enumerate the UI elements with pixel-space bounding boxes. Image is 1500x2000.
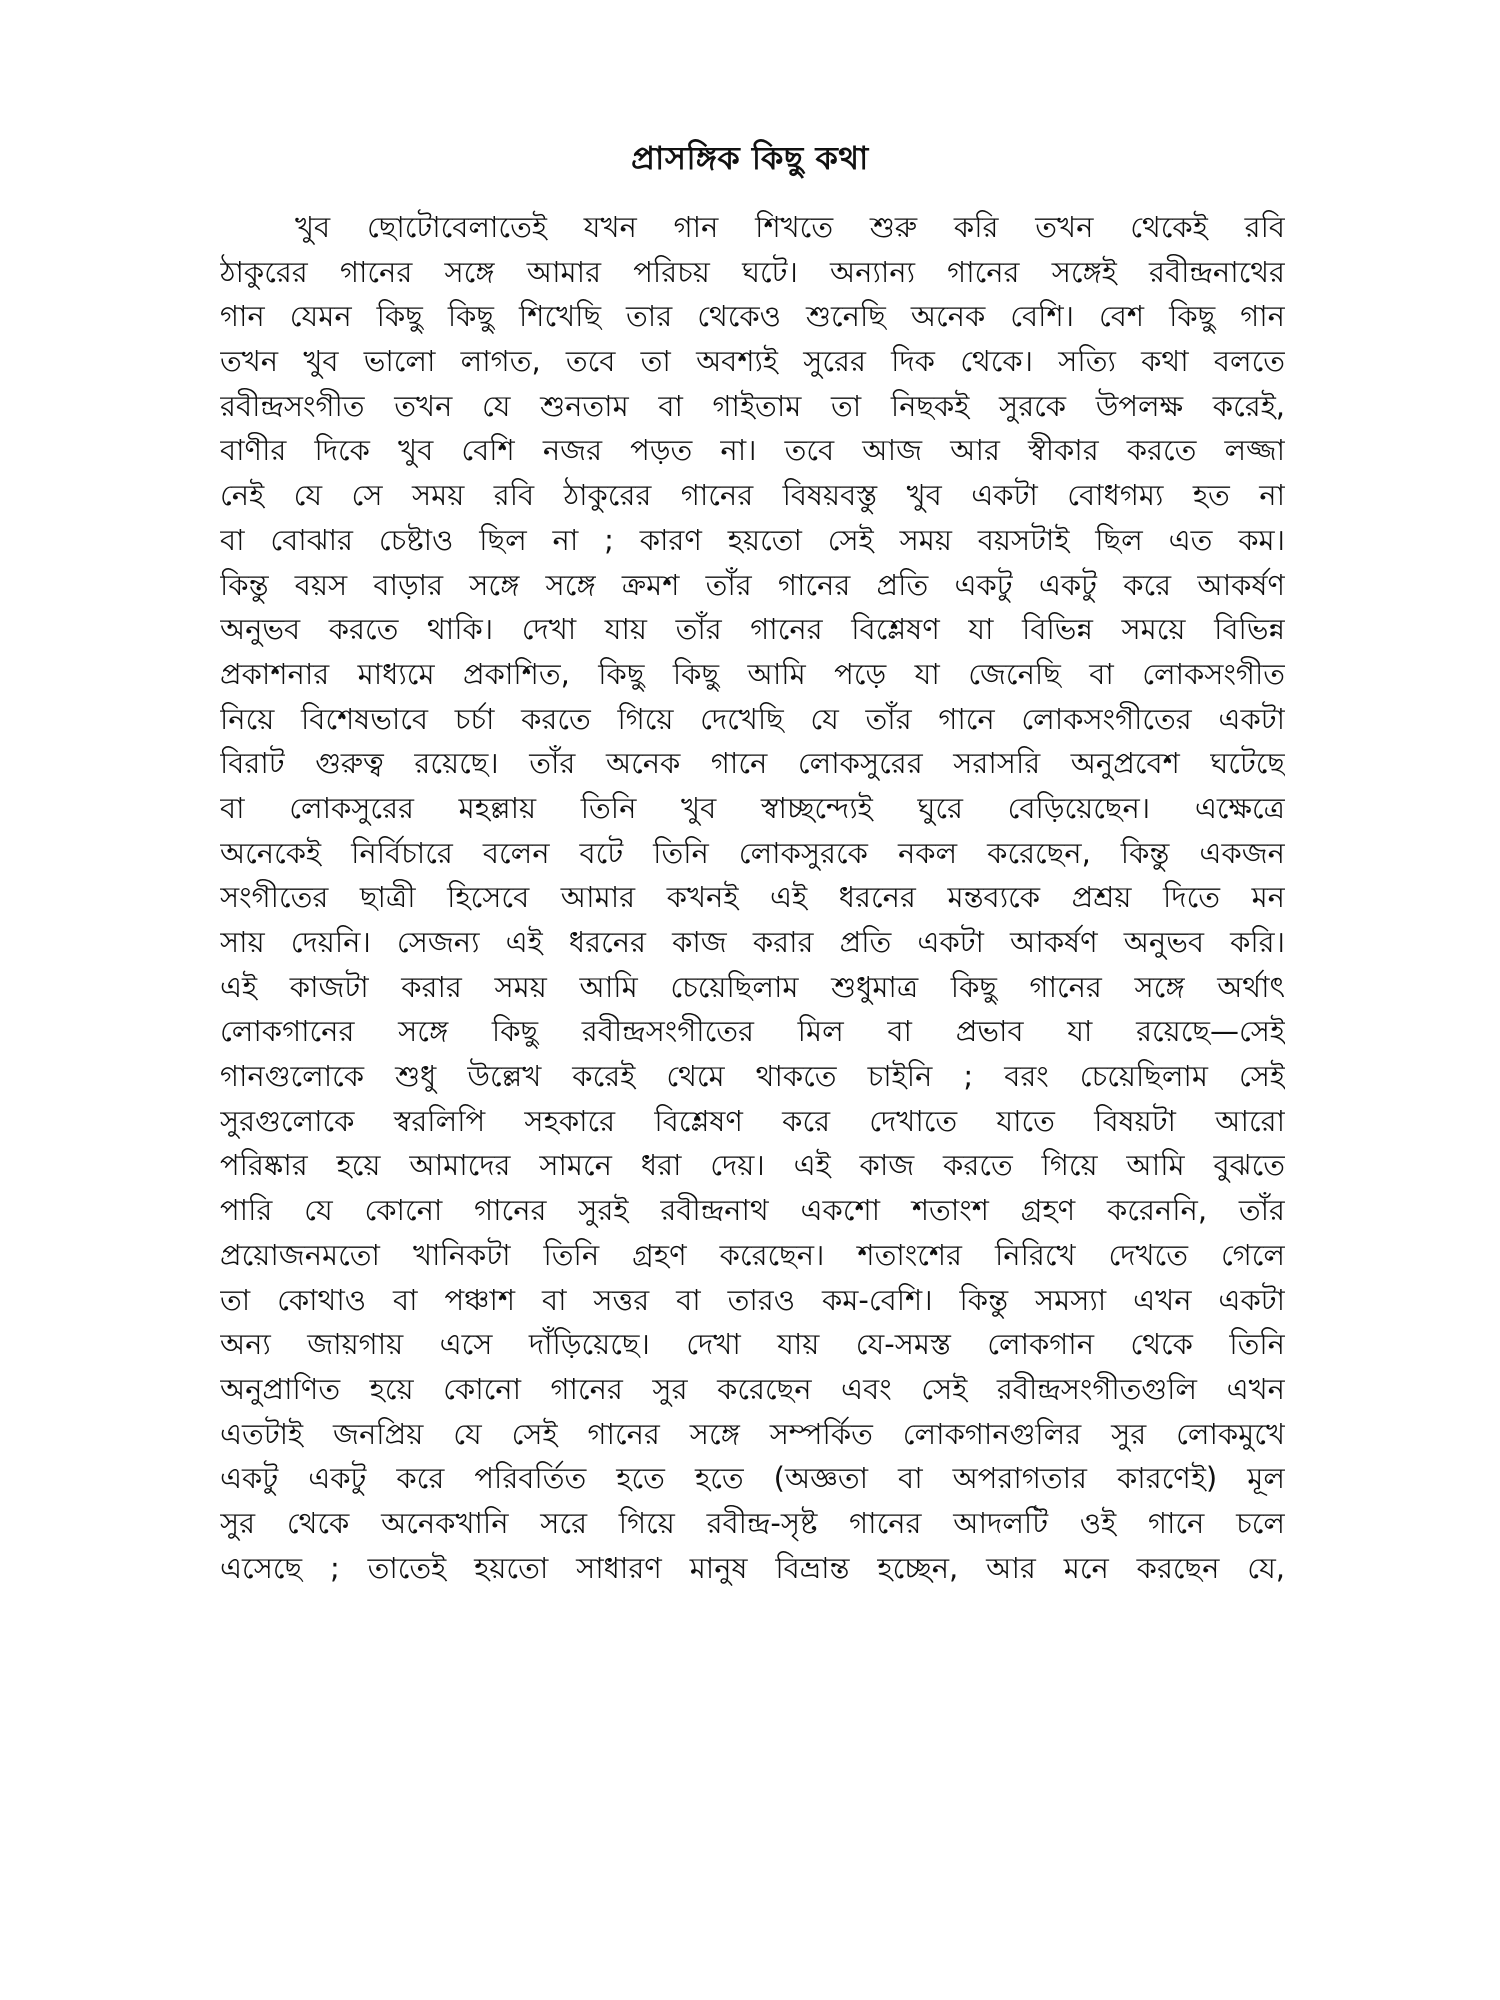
text-line: প্রকাশনার মাধ্যমে প্রকাশিত, কিছু কিছু আমি পড়ে যা জেনেছি বা লোকসংগীত <box>220 656 1285 691</box>
page-title: প্রাসঙ্গিক কিছু কথা <box>631 139 869 177</box>
text-line: তা কোথাও বা পঞ্চাশ বা সত্তর বা তারও কম-বেশি। কিন্তু সমস্যা এখন একটা <box>220 1282 1285 1317</box>
text-line: কিন্তু বয়স বাড়ার সঙ্গে সঙ্গে ক্রমশ তাঁর গানের প্রতি একটু একটু করে আকর্ষণ <box>220 567 1285 602</box>
text-line: গান যেমন কিছু কিছু শিখেছি তার থেকেও শুনেছি অনেক বেশি। বেশ কিছু গান <box>220 299 1285 334</box>
text-line: খুব ছোটোবেলাতেই যখন গান শিখতে শুরু করি তখন থেকেই রবি <box>295 210 1285 244</box>
text-line: অনুভব করতে থাকি। দেখা যায় তাঁর গানের বিশ্লেষণ যা বিভিন্ন সময়ে বিভিন্ন <box>220 612 1285 647</box>
text-line: সুর থেকে অনেকখানি সরে গিয়ে রবীন্দ্র-সৃষ্ট গানের আদলটি ওই গানে চলে <box>220 1505 1285 1540</box>
text-line: পরিষ্কার হয়ে আমাদের সামনে ধরা দেয়। এই কাজ করতে গিয়ে আমি বুঝতে <box>220 1148 1285 1183</box>
text-line: এতটাই জনপ্রিয় যে সেই গানের সঙ্গে সম্পর্কিত লোকগানগুলির সুর লোকমুখে <box>220 1416 1285 1451</box>
text-line: অন্য জায়গায় এসে দাঁড়িয়েছে। দেখা যায় যে-সমস্ত লোকগান থেকে তিনি <box>220 1327 1285 1362</box>
text-line: পারি যে কোনো গানের সুরই রবীন্দ্রনাথ একশো শতাংশ গ্রহণ করেননি, তাঁর <box>220 1193 1285 1228</box>
body-paragraph <box>220 205 1285 1590</box>
text-line: নিয়ে বিশেষভাবে চর্চা করতে গিয়ে দেখেছি যে তাঁর গানে লোকসংগীতের একটা <box>220 701 1285 736</box>
text-line: সুরগুলোকে স্বরলিপি সহকারে বিশ্লেষণ করে দেখাতে যাতে বিষয়টা আরো <box>220 1103 1285 1138</box>
text-line: এই কাজটা করার সময় আমি চেয়েছিলাম শুধুমাত্র কিছু গানের সঙ্গে অর্থাৎ <box>220 969 1285 1004</box>
text-line: অনেকেই নির্বিচারে বলেন বটে তিনি লোকসুরকে নকল করেছেন, কিন্তু একজন <box>220 835 1285 870</box>
text-line: বা লোকসুরের মহল্লায় তিনি খুব স্বাচ্ছন্দ্যেই ঘুরে বেড়িয়েছেন। এক্ষেত্রে <box>220 790 1285 825</box>
text-line: রবীন্দ্রসংগীত তখন যে শুনতাম বা গাইতাম তা নিছকই সুরকে উপলক্ষ করেই, <box>220 388 1285 423</box>
text-line: তখন খুব ভালো লাগত, তবে তা অবশ্যই সুরের দিক থেকে। সত্যি কথা বলতে <box>220 344 1285 379</box>
text-line: একটু একটু করে পরিবর্তিত হতে হতে (অজ্ঞতা বা অপরাগতার কারণেই) মূল <box>220 1461 1285 1496</box>
text-line: সায় দেয়নি। সেজন্য এই ধরনের কাজ করার প্রতি একটা আকর্ষণ অনুভব করি। <box>220 925 1285 959</box>
text-line: বিরাট গুরুত্ব রয়েছে। তাঁর অনেক গানে লোকসুরের সরাসরি অনুপ্রবেশ ঘটেছে <box>220 746 1285 781</box>
text-line: সংগীতের ছাত্রী হিসেবে আমার কখনই এই ধরনের মন্তব্যকে প্রশ্রয় দিতে মন <box>220 880 1285 915</box>
text-line: নেই যে সে সময় রবি ঠাকুরের গানের বিষয়বস্তু খুব একটা বোধগম্য হত না <box>220 478 1285 513</box>
text-line: ঠাকুরের গানের সঙ্গে আমার পরিচয় ঘটে। অন্যান্য গানের সঙ্গেই রবীন্দ্রনাথের <box>220 254 1285 289</box>
text-line: গানগুলোকে শুধু উল্লেখ করেই থেমে থাকতে চাইনি ; বরং চেয়েছিলাম সেই <box>220 1059 1285 1094</box>
text-line: বা বোঝার চেষ্টাও ছিল না ; কারণ হয়তো সেই সময় বয়সটাই ছিল এত কম। <box>220 522 1285 557</box>
text-line: অনুপ্রাণিত হয়ে কোনো গানের সুর করেছেন এবং সেই রবীন্দ্রসংগীতগুলি এখন <box>220 1371 1285 1406</box>
text-line: এসেছে ; তাতেই হয়তো সাধারণ মানুষ বিভ্রান্ত হচ্ছেন, আর মনে করছেন যে, <box>220 1550 1285 1585</box>
text-line: লোকগানের সঙ্গে কিছু রবীন্দ্রসংগীতের মিল বা প্রভাব যা রয়েছে—সেই <box>220 1014 1285 1049</box>
text-line: প্রয়োজনমতো খানিকটা তিনি গ্রহণ করেছেন। শতাংশের নিরিখে দেখতে গেলে <box>220 1237 1285 1272</box>
text-line: বাণীর দিকে খুব বেশি নজর পড়ত না। তবে আজ আর স্বীকার করতে লজ্জা <box>220 433 1285 468</box>
